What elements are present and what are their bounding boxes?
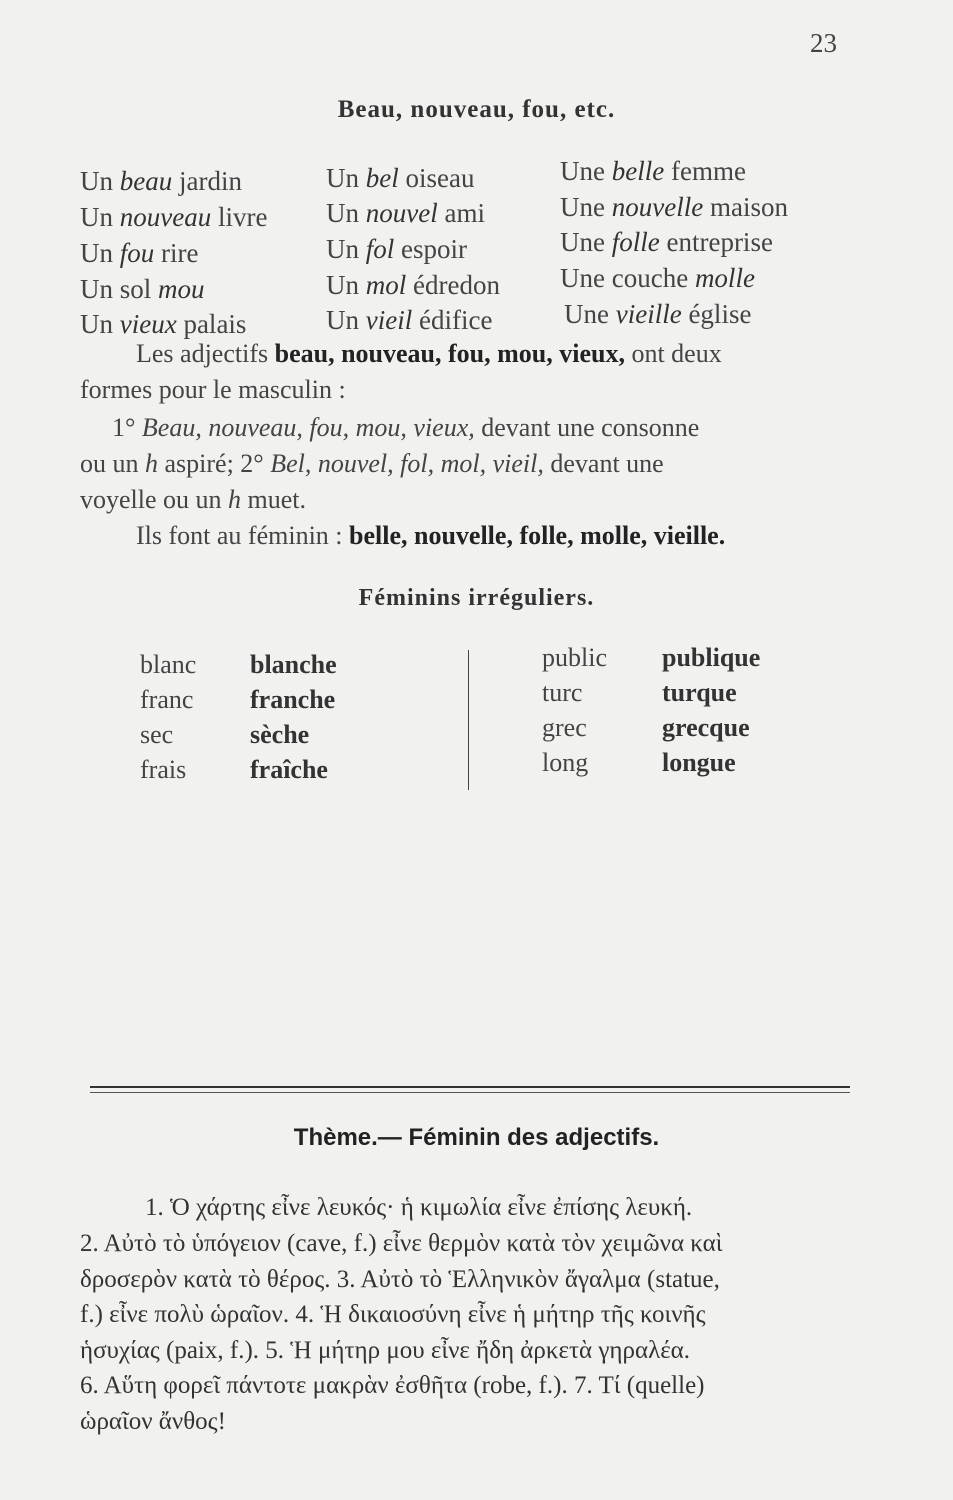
example-cell: Un mol édredon [326,270,500,300]
example-cell: Un vieil édifice [326,305,493,335]
exercise-line: δροσερὸν κατὰ τὸ θέρος. 3. Αὐτὸ τὸ Ἑλληνικὸν ἄγαλμα (statue, [80,1266,720,1293]
irregular-masc: franc [140,685,194,714]
exercise-line: f.) εἶνε πολὺ ὡραῖον. 4. Ἡ δικαιοσύνη εἶνε ἡ μήτηρ τῆς κοινῆς [80,1301,706,1328]
rule-line: Les adjectifs beau, nouveau, fou, mou, vieux, ont deux [136,339,722,368]
section-divider [90,1092,850,1093]
example-cell: Un fou rire [80,238,199,268]
example-cell: Une vieille église [564,299,752,329]
irregular-fem: fraîche [250,755,328,784]
example-cell: Un fol espoir [326,234,467,264]
column-divider [468,650,469,790]
example-cell: Un vieux palais [80,309,247,339]
example-cell: Un beau jardin [80,166,242,196]
example-cell: Un sol mou [80,274,205,304]
irregular-fem: sèche [250,720,310,749]
irregular-masc: long [542,748,589,777]
example-cell: Une couche molle [560,263,755,293]
irregular-masc: public [542,643,607,672]
example-cell: Une folle entreprise [560,227,773,257]
exercise-line: 1. Ὁ χάρτης εἶνε λευκός· ἡ κιμωλία εἶνε ἐπίσης λευκή. [145,1194,693,1221]
irregular-fem: blanche [250,650,337,679]
rule-line: voyelle ou un h muet. [80,485,307,514]
example-cell: Une nouvelle maison [560,192,788,222]
irregular-masc: frais [140,755,187,784]
irregular-fem: publique [662,643,761,672]
rule-line: ou un h aspiré; 2° Bel, nouvel, fol, mol, vieil, devant une [80,449,664,478]
irregular-fem: grecque [662,713,750,742]
exercise-line: ἡσυχίας (paix, f.). 5. Ἡ μήτηρ μου εἶνε ἤδη ἀρκετὰ γηραλέα. [80,1337,691,1364]
page-number: 23 [810,28,837,58]
exercise-line: 2. Αὐτὸ τὸ ὑπόγειον (cave, f.) εἶνε θερμὸν κατὰ τὸν χειμῶνα καὶ [80,1230,723,1257]
example-cell: Un nouveau livre [80,202,268,232]
theme-title: Thème.— Féminin des adjectifs. [293,1124,660,1151]
example-cell: Une belle femme [560,156,746,186]
section-divider [90,1086,850,1088]
rule-line: 1° Beau, nouveau, fou, mou, vieux, devant une consonne [112,413,700,442]
irregular-masc: grec [542,713,587,742]
exercise-line: ὡραῖον ἄνθος! [80,1408,226,1435]
irregular-title: Féminins irréguliers. [358,585,595,611]
irregular-fem: longue [662,748,736,777]
rule-line: Ils font au féminin : belle, nouvelle, folle, molle, vieille. [136,521,726,550]
example-cell: Un bel oiseau [326,163,475,193]
exercise-line: 6. Αὕτη φορεῖ πάντοτε μακρὰν ἐσθῆτα (robe, f.). 7. Τί (quelle) [80,1372,705,1399]
irregular-fem: turque [662,678,737,707]
irregular-masc: blanc [140,650,197,679]
rule-line: formes pour le masculin : [80,375,346,404]
example-cell: Un nouvel ami [326,198,485,228]
irregular-fem: franche [250,685,336,714]
irregular-masc: turc [542,678,583,707]
section-title: Beau, nouveau, fou, etc. [337,96,616,123]
irregular-masc: sec [140,720,174,749]
